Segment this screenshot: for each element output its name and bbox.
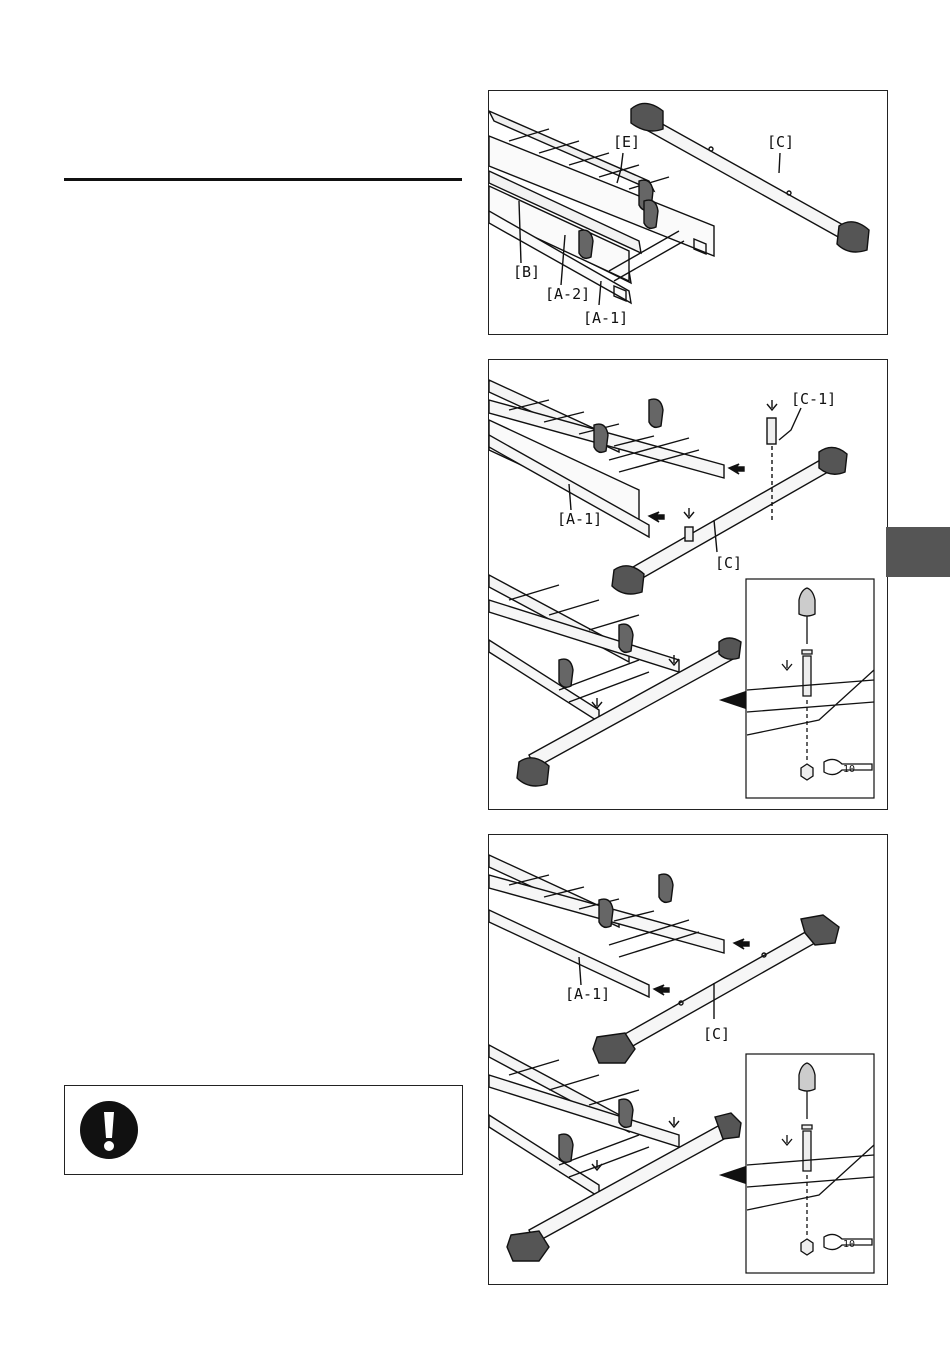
figure-1-ladder-parts bbox=[488, 90, 888, 335]
exclamation-icon bbox=[79, 1100, 139, 1160]
label-c: [C] bbox=[767, 133, 795, 151]
figure-2-insert-bar bbox=[488, 359, 888, 810]
label-c: [C] bbox=[703, 1025, 731, 1043]
label-c1: [C-1] bbox=[791, 390, 837, 408]
wrench-size-label: 10 bbox=[843, 1239, 856, 1250]
chapter-side-tab bbox=[886, 527, 950, 577]
section-rule bbox=[64, 178, 462, 181]
figure-3-detail-inset bbox=[746, 1054, 874, 1273]
figure-2-detail-inset bbox=[746, 579, 874, 798]
figure-2-drawing bbox=[489, 360, 887, 809]
label-a1: [A-1] bbox=[557, 510, 603, 528]
warning-box bbox=[64, 1085, 463, 1175]
label-a1: [A-1] bbox=[565, 985, 611, 1003]
label-c: [C] bbox=[715, 554, 743, 572]
figure-1-drawing bbox=[489, 91, 887, 334]
figure-3-insert-bar-alt bbox=[488, 834, 888, 1285]
label-b: [B] bbox=[513, 263, 541, 281]
label-a2: [A-2] bbox=[545, 285, 591, 303]
wrench-size-label: 10 bbox=[843, 764, 856, 775]
label-a1: [A-1] bbox=[583, 309, 629, 327]
figure-3-drawing bbox=[489, 835, 887, 1284]
label-e: [E] bbox=[613, 133, 641, 151]
